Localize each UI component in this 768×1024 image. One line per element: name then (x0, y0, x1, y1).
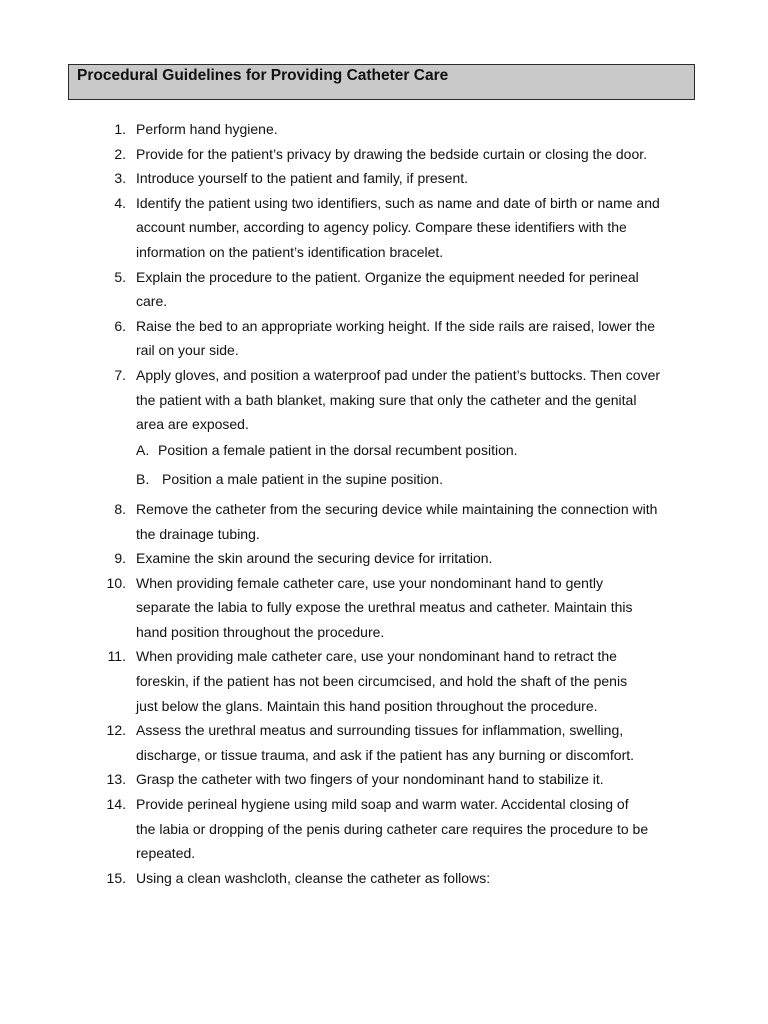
step-text: Remove the catheter from the securing device while maintaining the connection with the drainage tubing. (136, 500, 658, 542)
step-number: 6. (114, 317, 126, 334)
step-number: 4. (114, 194, 126, 211)
step-number: 5. (114, 268, 126, 285)
step-number: 1. (114, 121, 126, 137)
step-text: Raise the bed to an appropriate working height. If the side rails are raised, lower the rail on your side. (136, 317, 656, 359)
list-item (0, 792, 768, 866)
step-text: Grasp the catheter with two fingers of your nondominant hand to stabilize it. (136, 771, 604, 788)
step-text: Apply gloves, and position a waterproof pad under the patient’s buttocks. Then cover the patient with a bath blanket, making sure that only the catheter and the genital area are exposed. (136, 366, 661, 433)
list-item (0, 265, 768, 314)
step-text: Assess the urethral meatus and surrounding tissues for inflammation, swelling, discharge, or tissue trauma, and ask if the patient has any burning or discomfort. (136, 722, 635, 763)
list-item (0, 117, 768, 142)
step-text: Introduce yourself to the patient and family, if present. (136, 170, 469, 187)
step-number: 12. (106, 722, 126, 739)
procedure-list (0, 117, 768, 890)
step-text: Using a clean washcloth, cleanse the catheter as follows: (136, 869, 491, 886)
step-number: 11. (107, 648, 126, 665)
step-text: Provide perineal hygiene using mild soap and warm water. Accidental closing of the labia or dropping of the penis during catheter care requires the procedure to be repeated. (136, 796, 649, 862)
sub-step (136, 467, 768, 492)
step-text: When providing female catheter care, use your nondominant hand to gently separate the labia to fully expose the urethral meatus and catheter. Maintain this hand position throughout the procedure. (136, 574, 633, 640)
step-text: When providing male catheter care, use your nondominant hand to retract the foreskin, if the patient has not been circumcised, and hold the shaft of the penis just below the glans. Maintain this hand position throughout the procedure. (136, 648, 628, 714)
list-item (0, 644, 768, 718)
step-number: 3. (114, 170, 126, 187)
step-number: 8. (114, 500, 126, 517)
list-item (0, 191, 768, 265)
step-number: 15. (106, 869, 126, 886)
list-item (0, 314, 768, 363)
step-number: 2. (114, 145, 126, 162)
step-number: 7. (114, 366, 126, 383)
title-box (68, 64, 695, 100)
step-number: 14. (106, 796, 126, 813)
sub-step-letter: B. (136, 471, 150, 488)
step-number: 10. (106, 574, 126, 591)
step-text: Provide for the patient’s privacy by drawing the bedside curtain or closing the door. (136, 145, 648, 162)
list-item (0, 142, 768, 167)
step-number: 13. (106, 771, 126, 788)
list-item (0, 767, 768, 792)
step-text: Identify the patient using two identifiers, such as name and date of birth or name and account number, according to agency policy. Compare these identifiers with the information on the patient’s identification bracelet. (136, 194, 660, 260)
list-item (0, 497, 768, 546)
sub-step-letter: A. (136, 441, 150, 458)
sub-step-text: Position a male patient in the supine position. (162, 471, 443, 488)
step-text: Explain the procedure to the patient. Organize the equipment needed for perineal care. (136, 268, 639, 310)
list-item (0, 166, 768, 191)
list-item (0, 718, 768, 767)
step-number: 9. (114, 550, 126, 567)
step-text: Examine the skin around the securing device for irritation. (136, 550, 493, 567)
list-item (0, 546, 768, 571)
list-item (0, 363, 768, 437)
step-text: Perform hand hygiene. (136, 121, 278, 137)
sub-step-text: Position a female patient in the dorsal recumbent position. (158, 441, 518, 458)
list-item (0, 866, 768, 891)
sub-step (136, 438, 768, 463)
document-title: Procedural Guidelines for Providing Catheter Care (77, 67, 449, 84)
list-item (0, 571, 768, 645)
